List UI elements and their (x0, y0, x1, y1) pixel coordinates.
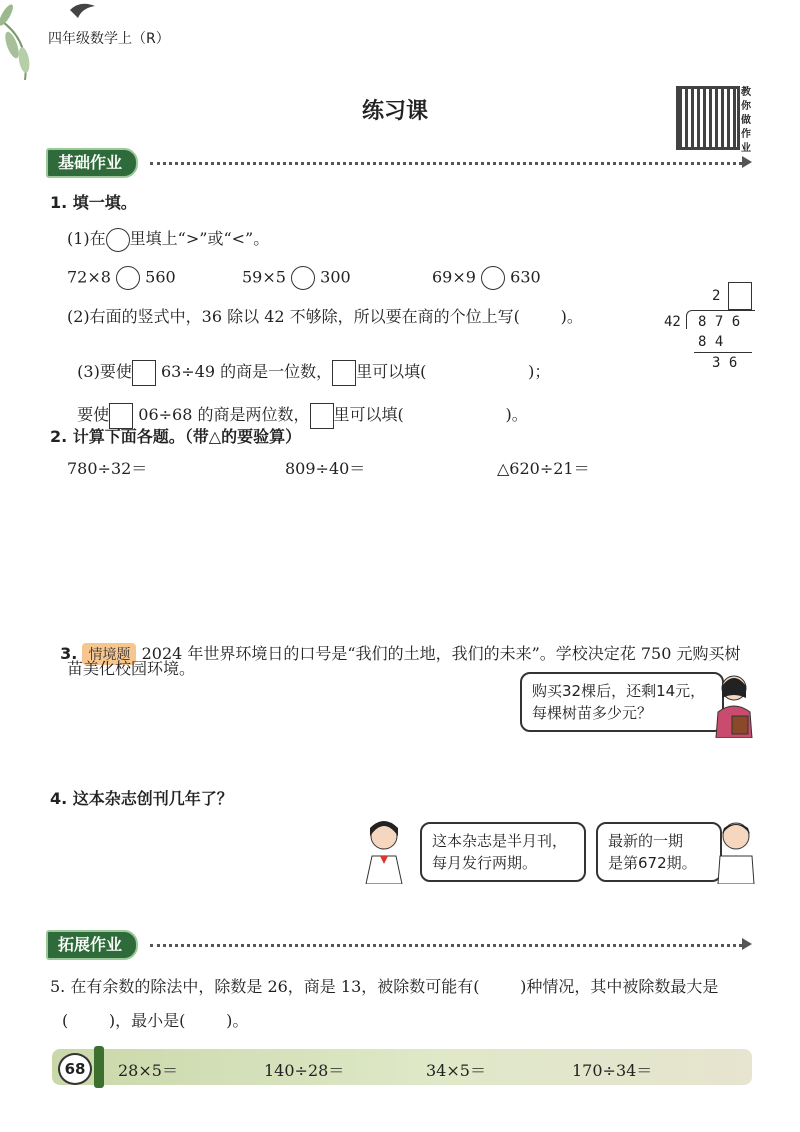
compare-right: 560 (145, 267, 176, 287)
footer-item: 34×5＝ (426, 1061, 486, 1080)
section-basic-tag: 基础作业 (46, 148, 138, 178)
speech-bubble-left (420, 822, 586, 882)
q1-part1 (67, 226, 269, 252)
digit-box[interactable] (132, 360, 156, 386)
q3-line2: 苗美化校园环境。 (67, 659, 196, 678)
girl-illustration (362, 820, 410, 884)
q1-part3 (67, 340, 550, 386)
bubble-line: 每棵树苗多少元？ (532, 704, 653, 722)
compare-circle[interactable] (116, 266, 140, 290)
digit-box[interactable] (310, 403, 334, 429)
compare-circle[interactable] (481, 266, 505, 290)
q4-title: 4. 这本杂志创刊几年了？ (50, 789, 233, 808)
q2-item: 809÷40＝ (285, 459, 366, 478)
ld-dividend: 8 7 6 (698, 314, 741, 330)
section-divider (150, 944, 742, 947)
compare-left: 59×5 (242, 267, 286, 287)
compare-item (432, 266, 541, 290)
digit-box[interactable] (332, 360, 356, 386)
q1-part3-a: (3)要使 (77, 362, 132, 381)
ld-quotient: 2 (712, 288, 721, 304)
page-title: 练习课 (362, 99, 429, 124)
ld-divisor: 42 (664, 314, 681, 330)
q5-line2: ( )，最小是( )。 (62, 1011, 249, 1030)
q1-part1-text: (1)在 (67, 229, 106, 248)
q5-line1: 5. 在有余数的除法中，除数是 26，商是 13，被除数可能有( )种情况，其中被除数最大是 (50, 977, 719, 996)
q1-part3-b: 63÷49 的商是一位数， (160, 362, 333, 381)
q1-part2: (2)右面的竖式中，36 除以 42 不够除，所以要在商的个位上写( )。 (67, 307, 583, 326)
arrow-icon (742, 938, 752, 950)
q2-title: 2. 计算下面各题。（带△的要验算） (50, 427, 302, 446)
book-title: 四年级数学上（R） (48, 31, 170, 47)
ld-subtract: 8 4 (698, 334, 724, 350)
compare-left: 69×9 (432, 267, 476, 287)
q1-title: 1. 填一填。 (50, 193, 137, 212)
footer-item: 140÷28＝ (264, 1061, 345, 1080)
arrow-icon (742, 156, 752, 168)
footer-item: 28×5＝ (118, 1061, 178, 1080)
teacher-illustration (706, 672, 760, 738)
bubble-line: 购买32棵后，还剩14元， (532, 682, 706, 700)
footer-tab (94, 1046, 104, 1088)
scenario-tag: 情境题 (82, 643, 136, 665)
page-number: 68 (58, 1053, 92, 1085)
bubble-line: 每月发行两期。 (432, 854, 538, 872)
q3-number: 3. (60, 644, 78, 663)
qr-code[interactable] (676, 86, 740, 150)
circle-blank (106, 228, 130, 252)
q1-part1-text2: 里填上“>”或“<”。 (129, 229, 270, 248)
compare-left: 72×8 (67, 267, 111, 287)
speech-bubble (520, 672, 724, 732)
footer-item: 170÷34＝ (572, 1061, 653, 1080)
compare-circle[interactable] (291, 266, 315, 290)
ld-line (694, 352, 752, 353)
q3-text1: 2024 年世界环境日的口号是“我们的土地，我们的未来”。学校决定花 750 元购买树 (141, 644, 741, 663)
bubble-line: 这本杂志是半月刊， (432, 832, 568, 850)
boy-illustration (712, 820, 758, 884)
q1-part3-c: 里可以填( )； (356, 362, 551, 381)
compare-right: 300 (320, 267, 351, 287)
q2-item: △620÷21＝ (497, 459, 590, 478)
q1-part4-c: 里可以填( )。 (333, 405, 528, 424)
compare-item (67, 266, 176, 290)
long-division (660, 282, 760, 372)
bubble-line: 最新的一期 (608, 832, 684, 850)
ld-remainder: 3 6 (712, 355, 738, 371)
q1-part4-b: 06÷68 的商是两位数， (138, 405, 310, 424)
q1-part4 (67, 383, 528, 429)
ld-quotient-box[interactable] (728, 282, 752, 310)
speech-bubble-right (596, 822, 722, 882)
section-divider (150, 162, 742, 165)
section-extended-tag: 拓展作业 (46, 930, 138, 960)
bubble-line: 是第672期。 (608, 854, 697, 872)
q1-part4-a: 要使 (77, 405, 110, 424)
compare-right: 630 (510, 267, 541, 287)
q2-item: 780÷32＝ (67, 459, 148, 478)
qr-label: 教你做作业 (741, 87, 751, 154)
compare-item (242, 266, 351, 290)
